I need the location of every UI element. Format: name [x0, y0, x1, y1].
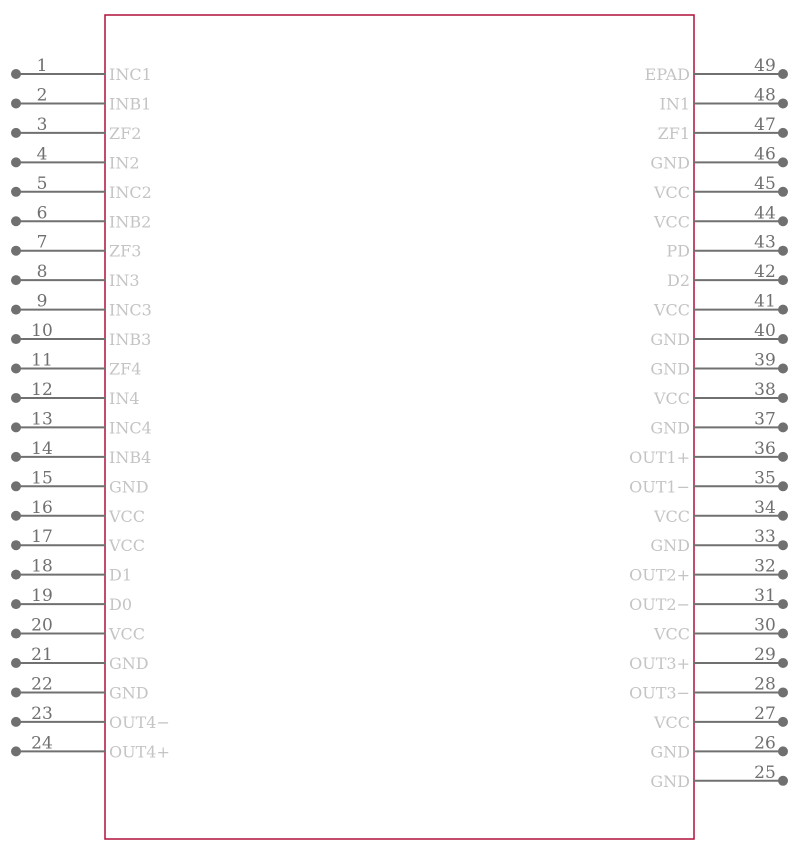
pin-left: [11, 645, 149, 673]
pin-name-label: GND: [650, 153, 690, 173]
pin-name-label: OUT4+: [109, 742, 170, 762]
pin-left: [11, 233, 141, 261]
pin-number: 8: [36, 262, 48, 283]
pin-name-label: INB2: [109, 212, 152, 232]
pin-right: [629, 674, 788, 702]
pin-name-label: OUT4−: [109, 712, 170, 732]
pin-name-label: OUT1−: [629, 477, 690, 497]
pin-endpoint-dot: [778, 599, 788, 609]
pin-number: 33: [754, 527, 776, 548]
pin-right: [653, 704, 788, 732]
pin-endpoint-dot: [11, 452, 21, 462]
pin-endpoint-dot: [778, 216, 788, 226]
pin-right: [650, 763, 788, 791]
pin-number: 15: [31, 468, 53, 489]
pin-endpoint-dot: [11, 128, 21, 138]
pin-left: [11, 292, 152, 320]
pin-endpoint-dot: [778, 98, 788, 108]
pin-endpoint-dot: [778, 422, 788, 432]
pin-name-label: VCC: [109, 624, 146, 644]
pin-right: [650, 321, 788, 349]
pin-name-label: GND: [109, 683, 149, 703]
pin-name-label: OUT2+: [629, 565, 690, 585]
pin-endpoint-dot: [778, 334, 788, 344]
pin-name-label: IN4: [109, 388, 140, 408]
pin-endpoint-dot: [11, 157, 21, 167]
pin-number: 34: [754, 497, 776, 518]
pin-endpoint-dot: [778, 187, 788, 197]
pin-right: [660, 85, 789, 113]
pin-right: [650, 351, 788, 379]
pin-endpoint-dot: [11, 658, 21, 668]
pin-number: 16: [31, 497, 53, 518]
pin-left: [11, 616, 145, 644]
pin-right: [645, 56, 788, 84]
pin-name-label: OUT3−: [629, 683, 690, 703]
pin-endpoint-dot: [11, 187, 21, 197]
pin-number: 30: [754, 615, 776, 636]
pin-name-label: D0: [109, 595, 133, 615]
pin-right: [629, 586, 788, 614]
pin-endpoint-dot: [11, 305, 21, 315]
pin-name-label: VCC: [109, 506, 146, 526]
pin-name-label: VCC: [109, 536, 146, 556]
pin-name-label: IN2: [109, 153, 140, 173]
pin-left: [11, 56, 152, 84]
pin-left: [11, 439, 151, 467]
pin-name-label: ZF1: [657, 123, 690, 143]
pin-number: 40: [754, 321, 776, 342]
pin-endpoint-dot: [778, 658, 788, 668]
pin-right: [650, 144, 788, 172]
pin-left: [11, 380, 140, 408]
pin-endpoint-dot: [11, 364, 21, 374]
pin-number: 22: [31, 674, 53, 695]
pin-number: 9: [36, 291, 48, 312]
pin-name-label: GND: [650, 330, 690, 350]
pin-endpoint-dot: [11, 216, 21, 226]
pin-name-label: GND: [650, 536, 690, 556]
pin-name-label: VCC: [653, 212, 690, 232]
pin-right: [666, 233, 788, 261]
pin-left: [11, 409, 152, 437]
pin-endpoint-dot: [778, 687, 788, 697]
pin-name-label: INC2: [109, 182, 152, 202]
pin-left: [11, 704, 170, 732]
pin-endpoint-dot: [11, 393, 21, 403]
pin-name-label: GND: [650, 771, 690, 791]
pin-right: [667, 262, 788, 290]
pin-left: [11, 115, 141, 143]
pin-endpoint-dot: [11, 599, 21, 609]
pin-endpoint-dot: [778, 364, 788, 374]
pin-name-label: INB3: [109, 330, 152, 350]
pin-number: 39: [754, 350, 776, 371]
pin-endpoint-dot: [11, 422, 21, 432]
pin-number: 36: [754, 438, 776, 459]
pin-right: [653, 498, 788, 526]
pin-endpoint-dot: [11, 334, 21, 344]
pin-name-label: VCC: [653, 712, 690, 732]
pin-right: [650, 733, 788, 761]
pin-right: [650, 527, 788, 555]
pin-endpoint-dot: [11, 629, 21, 639]
pin-name-label: IN1: [659, 94, 690, 114]
pin-right: [653, 292, 788, 320]
pin-left: [11, 351, 141, 379]
pin-number: 21: [31, 645, 53, 665]
pin-right: [629, 468, 788, 496]
pin-number: 12: [31, 379, 53, 400]
pin-left: [11, 262, 140, 290]
pin-left: [11, 498, 145, 526]
pin-number: 46: [754, 144, 776, 165]
pin-number: 4: [36, 144, 48, 165]
pin-number: 41: [754, 291, 776, 312]
pin-name-label: OUT1+: [629, 447, 690, 467]
pin-endpoint-dot: [778, 629, 788, 639]
pin-number: 27: [754, 703, 776, 724]
pin-number: 1: [36, 56, 48, 76]
pin-number: 20: [31, 615, 53, 636]
pin-right: [629, 557, 788, 585]
pin-number: 26: [754, 733, 776, 754]
pin-name-label: D1: [109, 565, 133, 585]
pin-name-label: VCC: [653, 506, 690, 526]
pin-endpoint-dot: [778, 746, 788, 756]
pin-number: 42: [754, 262, 776, 283]
pin-endpoint-dot: [11, 69, 21, 79]
pin-number: 49: [754, 56, 776, 76]
pin-endpoint-dot: [11, 717, 21, 727]
pin-name-label: OUT2−: [629, 595, 690, 615]
pin-number: 17: [31, 527, 53, 548]
pin-endpoint-dot: [11, 275, 21, 285]
pin-right: [629, 439, 788, 467]
pin-endpoint-dot: [11, 570, 21, 580]
pin-name-label: GND: [650, 418, 690, 438]
pin-number: 48: [754, 85, 776, 106]
pin-name-label: INC1: [109, 65, 152, 84]
pin-left: [11, 468, 149, 496]
pin-number: 43: [754, 232, 776, 253]
pin-endpoint-dot: [778, 570, 788, 580]
pin-name-label: VCC: [653, 182, 690, 202]
pin-left: [11, 144, 140, 172]
pin-number: 14: [31, 438, 53, 459]
pin-name-label: PD: [666, 241, 690, 261]
pin-name-label: ZF3: [109, 241, 142, 261]
pin-number: 23: [31, 703, 53, 724]
pin-endpoint-dot: [778, 305, 788, 315]
pin-endpoint-dot: [778, 776, 788, 786]
pin-left: [11, 85, 151, 113]
pin-number: 44: [754, 203, 776, 224]
pin-left: [11, 557, 132, 585]
left-pin-group: [11, 56, 170, 761]
pin-right: [629, 645, 788, 673]
pin-number: 18: [31, 556, 53, 577]
pin-name-label: IN3: [109, 271, 140, 291]
pin-number: 25: [754, 762, 776, 783]
pin-name-label: ZF4: [109, 359, 142, 379]
pin-name-label: INC3: [109, 300, 152, 320]
pin-endpoint-dot: [778, 511, 788, 521]
pin-endpoint-dot: [778, 481, 788, 491]
pin-endpoint-dot: [11, 481, 21, 491]
pin-left: [11, 674, 149, 702]
pin-left: [11, 586, 132, 614]
pin-endpoint-dot: [11, 746, 21, 756]
pin-number: 11: [31, 350, 53, 371]
pin-number: 6: [36, 203, 48, 224]
pin-left: [11, 527, 145, 555]
pin-number: 5: [36, 173, 48, 194]
pin-name-label: INB4: [109, 447, 152, 467]
pin-number: 32: [754, 556, 776, 577]
pin-left: [11, 733, 170, 761]
pin-name-label: GND: [109, 654, 149, 673]
pin-number: 47: [754, 114, 776, 135]
pin-right: [658, 115, 788, 143]
pin-name-label: VCC: [653, 300, 690, 320]
pin-endpoint-dot: [778, 717, 788, 727]
pin-left: [11, 203, 151, 231]
pin-number: 2: [36, 85, 48, 106]
pin-number: 13: [31, 409, 53, 430]
pin-name-label: OUT3+: [629, 654, 690, 673]
pin-number: 19: [31, 586, 53, 607]
pin-name-label: GND: [650, 359, 690, 379]
pin-number: 24: [31, 733, 53, 754]
pin-number: 10: [31, 321, 53, 342]
pin-right: [650, 409, 788, 437]
pin-endpoint-dot: [778, 128, 788, 138]
pin-endpoint-dot: [778, 157, 788, 167]
right-pin-group: [629, 56, 788, 791]
pin-number: 37: [754, 409, 776, 430]
pin-number: 7: [36, 232, 48, 253]
pin-right: [653, 203, 788, 231]
pin-left: [11, 321, 151, 349]
pin-number: 3: [36, 114, 48, 135]
pin-number: 38: [754, 379, 776, 400]
pin-name-label: VCC: [653, 624, 690, 644]
pin-name-label: D2: [666, 271, 690, 291]
pin-name-label: ZF2: [109, 123, 142, 143]
pin-right: [653, 174, 788, 202]
pin-endpoint-dot: [11, 511, 21, 521]
pin-endpoint-dot: [778, 540, 788, 550]
pin-name-label: GND: [109, 477, 149, 497]
pin-name-label: EPAD: [644, 65, 690, 84]
ic-body-outline: [105, 15, 694, 839]
pin-number: 35: [754, 468, 776, 489]
pin-endpoint-dot: [778, 246, 788, 256]
pin-endpoint-dot: [11, 687, 21, 697]
pin-endpoint-dot: [778, 452, 788, 462]
pin-number: 45: [754, 173, 776, 194]
pin-right: [653, 380, 788, 408]
pin-endpoint-dot: [11, 98, 21, 108]
pin-number: 31: [754, 586, 776, 607]
pin-endpoint-dot: [11, 540, 21, 550]
pin-name-label: GND: [650, 742, 690, 762]
pin-name-label: INC4: [109, 418, 152, 438]
pin-right: [653, 616, 788, 644]
pin-number: 29: [754, 645, 776, 665]
pin-endpoint-dot: [11, 246, 21, 256]
pin-number: 28: [754, 674, 776, 695]
pin-endpoint-dot: [778, 69, 788, 79]
pin-left: [11, 174, 152, 202]
pin-endpoint-dot: [778, 275, 788, 285]
pin-endpoint-dot: [778, 393, 788, 403]
pin-name-label: INB1: [109, 94, 152, 114]
pin-name-label: VCC: [653, 388, 690, 408]
